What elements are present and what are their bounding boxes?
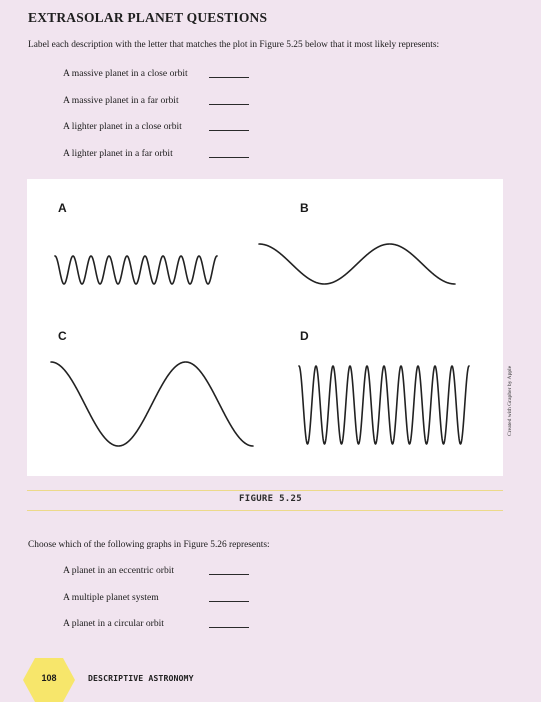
answer-blank[interactable] <box>209 627 249 628</box>
caption-rule-bottom <box>27 510 503 511</box>
question-label: A massive planet in a close orbit <box>63 68 188 79</box>
question-label: A lighter planet in a close orbit <box>63 121 182 132</box>
caption-rule-top <box>27 490 503 491</box>
answer-blank[interactable] <box>209 130 249 131</box>
page-number-badge <box>22 656 76 702</box>
question-item <box>63 68 188 95</box>
answer-blank[interactable] <box>209 104 249 105</box>
question-item <box>63 95 188 122</box>
instruction-text: Label each description with the letter that matches the plot in Figure 5.25 below that it most likely represents: <box>28 40 440 50</box>
panel-label-d: D <box>300 329 309 343</box>
answer-blank[interactable] <box>209 601 249 602</box>
question-label: A multiple planet system <box>63 591 159 603</box>
question-list-2 <box>63 565 174 645</box>
question-item <box>63 592 174 619</box>
question-label: A massive planet in a far orbit <box>63 94 179 106</box>
question-item <box>63 148 188 175</box>
question-label: A planet in a circular orbit <box>63 618 164 629</box>
page-number: 108 <box>41 673 57 683</box>
question-item <box>63 565 174 592</box>
wave-b <box>259 243 455 285</box>
panel-label-b: B <box>300 201 309 215</box>
question-list-1 <box>63 68 188 174</box>
question-label: A planet in an eccentric orbit <box>63 565 175 576</box>
answer-blank[interactable] <box>209 574 249 575</box>
wave-a <box>55 255 217 285</box>
answer-blank[interactable] <box>209 157 249 158</box>
image-credit: Created with Grapher by Apple <box>507 365 513 436</box>
question-item <box>63 121 188 148</box>
figure-caption: FIGURE 5.25 <box>239 494 302 504</box>
answer-blank[interactable] <box>209 77 249 78</box>
panel-label-a: A <box>58 201 67 215</box>
wave-c <box>51 361 253 447</box>
book-title: DESCRIPTIVE ASTRONOMY <box>88 673 194 683</box>
question-item <box>63 618 174 645</box>
panel-label-c: C <box>58 329 67 343</box>
wave-d <box>299 365 469 445</box>
figure-5-25 <box>27 179 503 476</box>
question-label: A lighter planet in a far orbit <box>63 147 173 159</box>
section-heading: EXTRASOLAR PLANET QUESTIONS <box>28 10 268 25</box>
instruction-text-2: Choose which of the following graphs in Figure 5.26 represents: <box>28 540 270 550</box>
